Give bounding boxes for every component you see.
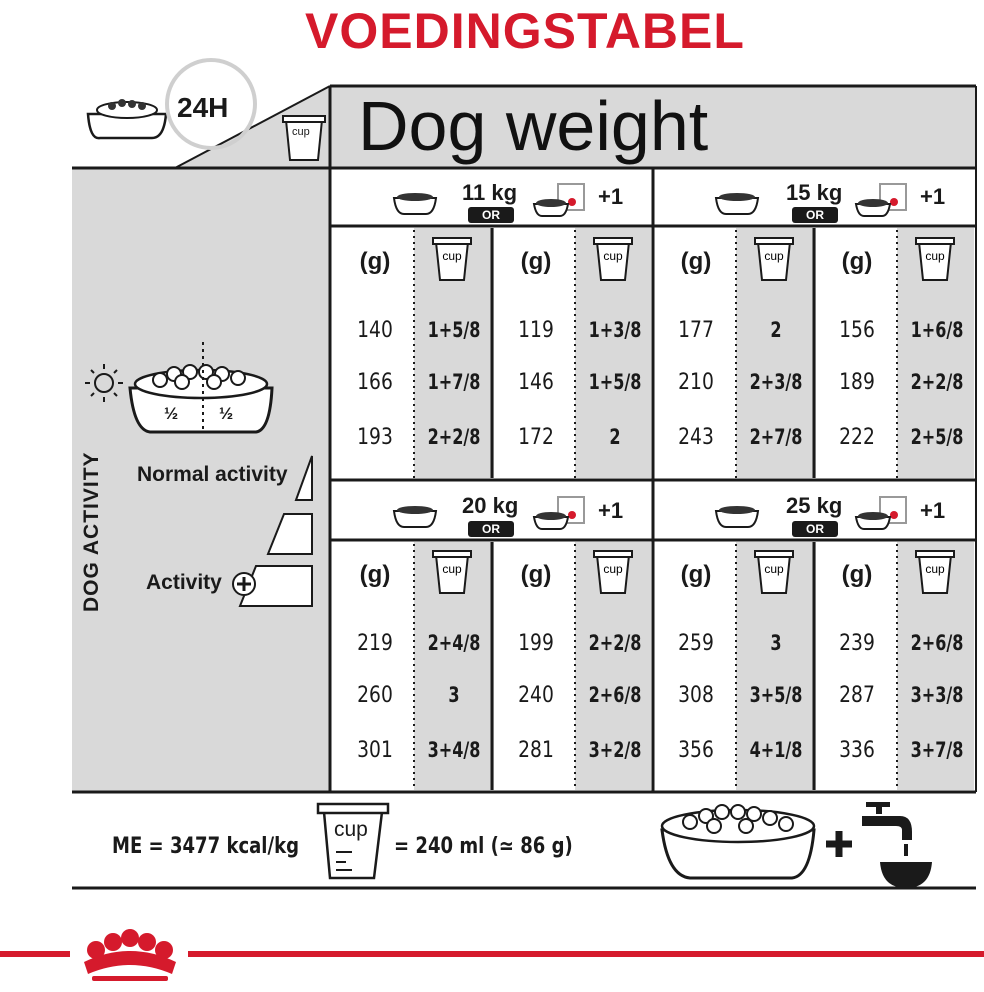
col-g-label: (g) [841, 248, 873, 275]
duration-label: 24H [177, 92, 229, 123]
cups-cell: 2+3/8 [749, 370, 803, 394]
svg-text:cup: cup [925, 562, 945, 576]
wet-food-pouch-icon [530, 182, 590, 220]
grams-cell: 222 [839, 425, 875, 450]
plus-icon [826, 831, 852, 857]
bowl-icon [390, 190, 440, 218]
page-title: VOEDINGSTABEL [305, 3, 745, 59]
cups-cell: 1+3/8 [588, 318, 642, 342]
grams-cell: 356 [678, 738, 714, 763]
wet-food-pouch-icon [852, 182, 912, 220]
grams-cell: 193 [357, 425, 393, 450]
cups-cell: 2+7/8 [749, 425, 803, 449]
grams-cell: 156 [839, 318, 875, 343]
col-g-label: (g) [841, 561, 873, 588]
plus-one-label: +1 [598, 498, 624, 523]
grams-cell: 172 [518, 425, 554, 450]
grams-cell: 146 [518, 370, 554, 395]
dog-weight-heading: Dog weight [358, 87, 709, 165]
grams-cell: 199 [518, 631, 554, 656]
svg-text:cup: cup [442, 249, 462, 263]
plus-one-label: +1 [920, 498, 946, 523]
svg-text:cup: cup [603, 562, 623, 576]
plus-one-label: +1 [920, 184, 946, 209]
plus-circle-icon [233, 573, 255, 595]
cup-equivalence-label: = 240 ml (≃ 86 g) [394, 834, 573, 859]
cups-cell: 3+2/8 [588, 738, 642, 762]
bowl-icon [712, 190, 762, 218]
grams-cell: 177 [678, 318, 714, 343]
cup-icon [430, 549, 474, 597]
grams-cell: 219 [357, 631, 393, 656]
or-badge: OR [792, 207, 838, 223]
weight-label: 15 kg [786, 180, 843, 205]
grams-cell: 119 [518, 318, 554, 343]
cups-cell: 2+6/8 [910, 631, 964, 655]
grams-cell: 189 [839, 370, 875, 395]
cups-cell: 2+4/8 [427, 631, 481, 655]
cups-cell: 3+3/8 [910, 683, 964, 707]
plus-one-label: +1 [598, 184, 624, 209]
cup-icon [752, 236, 796, 284]
dog-activity-label: DOG ACTIVITY [80, 451, 103, 612]
col-g-label: (g) [680, 248, 712, 275]
grams-cell: 243 [678, 425, 714, 450]
cups-cell: 2+6/8 [588, 683, 642, 707]
cups-cell: 2+2/8 [427, 425, 481, 449]
food-bowl-icon [88, 99, 166, 138]
cups-cell: 1+7/8 [427, 370, 481, 394]
cup-icon [752, 549, 796, 597]
grams-cell: 260 [357, 683, 393, 708]
grams-cell: 240 [518, 683, 554, 708]
grams-cell: 210 [678, 370, 714, 395]
cups-cell: 2+2/8 [588, 631, 642, 655]
svg-text:cup: cup [925, 249, 945, 263]
half-right: ½ [219, 404, 234, 423]
or-badge: OR [792, 521, 838, 537]
cup-icon [591, 549, 635, 597]
grams-cell: 308 [678, 683, 714, 708]
grams-cell: 166 [357, 370, 393, 395]
weight-label: 11 kg [462, 180, 518, 205]
bowl-icon [390, 503, 440, 531]
svg-text:cup: cup [764, 562, 784, 576]
col-g-label: (g) [520, 248, 552, 275]
cup-label: cup [292, 126, 310, 138]
grams-cell: 301 [357, 738, 393, 763]
svg-text:cup: cup [442, 562, 462, 576]
activity-label: Activity [146, 571, 222, 594]
cups-cell: 1+5/8 [588, 370, 642, 394]
normal-activity-label: Normal activity [137, 463, 288, 486]
cups-cell: 3+4/8 [427, 738, 481, 762]
footer-food-bowl-icon [662, 805, 814, 878]
cup-icon [430, 236, 474, 284]
cups-cell: 3+7/8 [910, 738, 964, 762]
brand-crown-logo [84, 929, 176, 981]
cups-cell: 4+1/8 [749, 738, 803, 762]
cups-cell: 1+5/8 [427, 318, 481, 342]
water-tap-icon [862, 802, 932, 888]
cup-icon [913, 549, 957, 597]
or-badge: OR [468, 207, 514, 223]
grams-cell: 259 [678, 631, 714, 656]
grams-cell: 336 [839, 738, 875, 763]
wet-food-pouch-icon [852, 495, 912, 533]
cups-cell: 2+2/8 [910, 370, 964, 394]
half-left: ½ [164, 404, 179, 423]
col-g-label: (g) [359, 561, 391, 588]
col-g-label: (g) [520, 561, 552, 588]
grams-cell: 239 [839, 631, 875, 656]
cups-cell: 1+6/8 [910, 318, 964, 342]
cup-icon [283, 116, 325, 160]
weight-label: 25 kg [786, 493, 843, 518]
wet-food-pouch-icon [530, 495, 590, 533]
cups-cell: 2 [609, 425, 621, 449]
weight-label: 20 kg [462, 493, 519, 518]
cup-icon [591, 236, 635, 284]
grams-cell: 287 [839, 683, 875, 708]
bowl-icon [712, 503, 762, 531]
or-badge: OR [468, 521, 514, 537]
cups-cell: 2+5/8 [910, 425, 964, 449]
energy-label: ME = 3477 kcal/kg [112, 834, 299, 859]
svg-text:cup: cup [764, 249, 784, 263]
grams-cell: 140 [357, 318, 393, 343]
cups-cell: 2 [770, 318, 782, 342]
cups-cell: 3 [770, 631, 782, 655]
cups-cell: 3 [448, 683, 460, 707]
cup-icon [913, 236, 957, 284]
cups-cell: 3+5/8 [749, 683, 803, 707]
col-g-label: (g) [359, 248, 391, 275]
footer-cup-label: cup [334, 818, 368, 841]
grams-cell: 281 [518, 738, 554, 763]
col-g-label: (g) [680, 561, 712, 588]
svg-text:cup: cup [603, 249, 623, 263]
